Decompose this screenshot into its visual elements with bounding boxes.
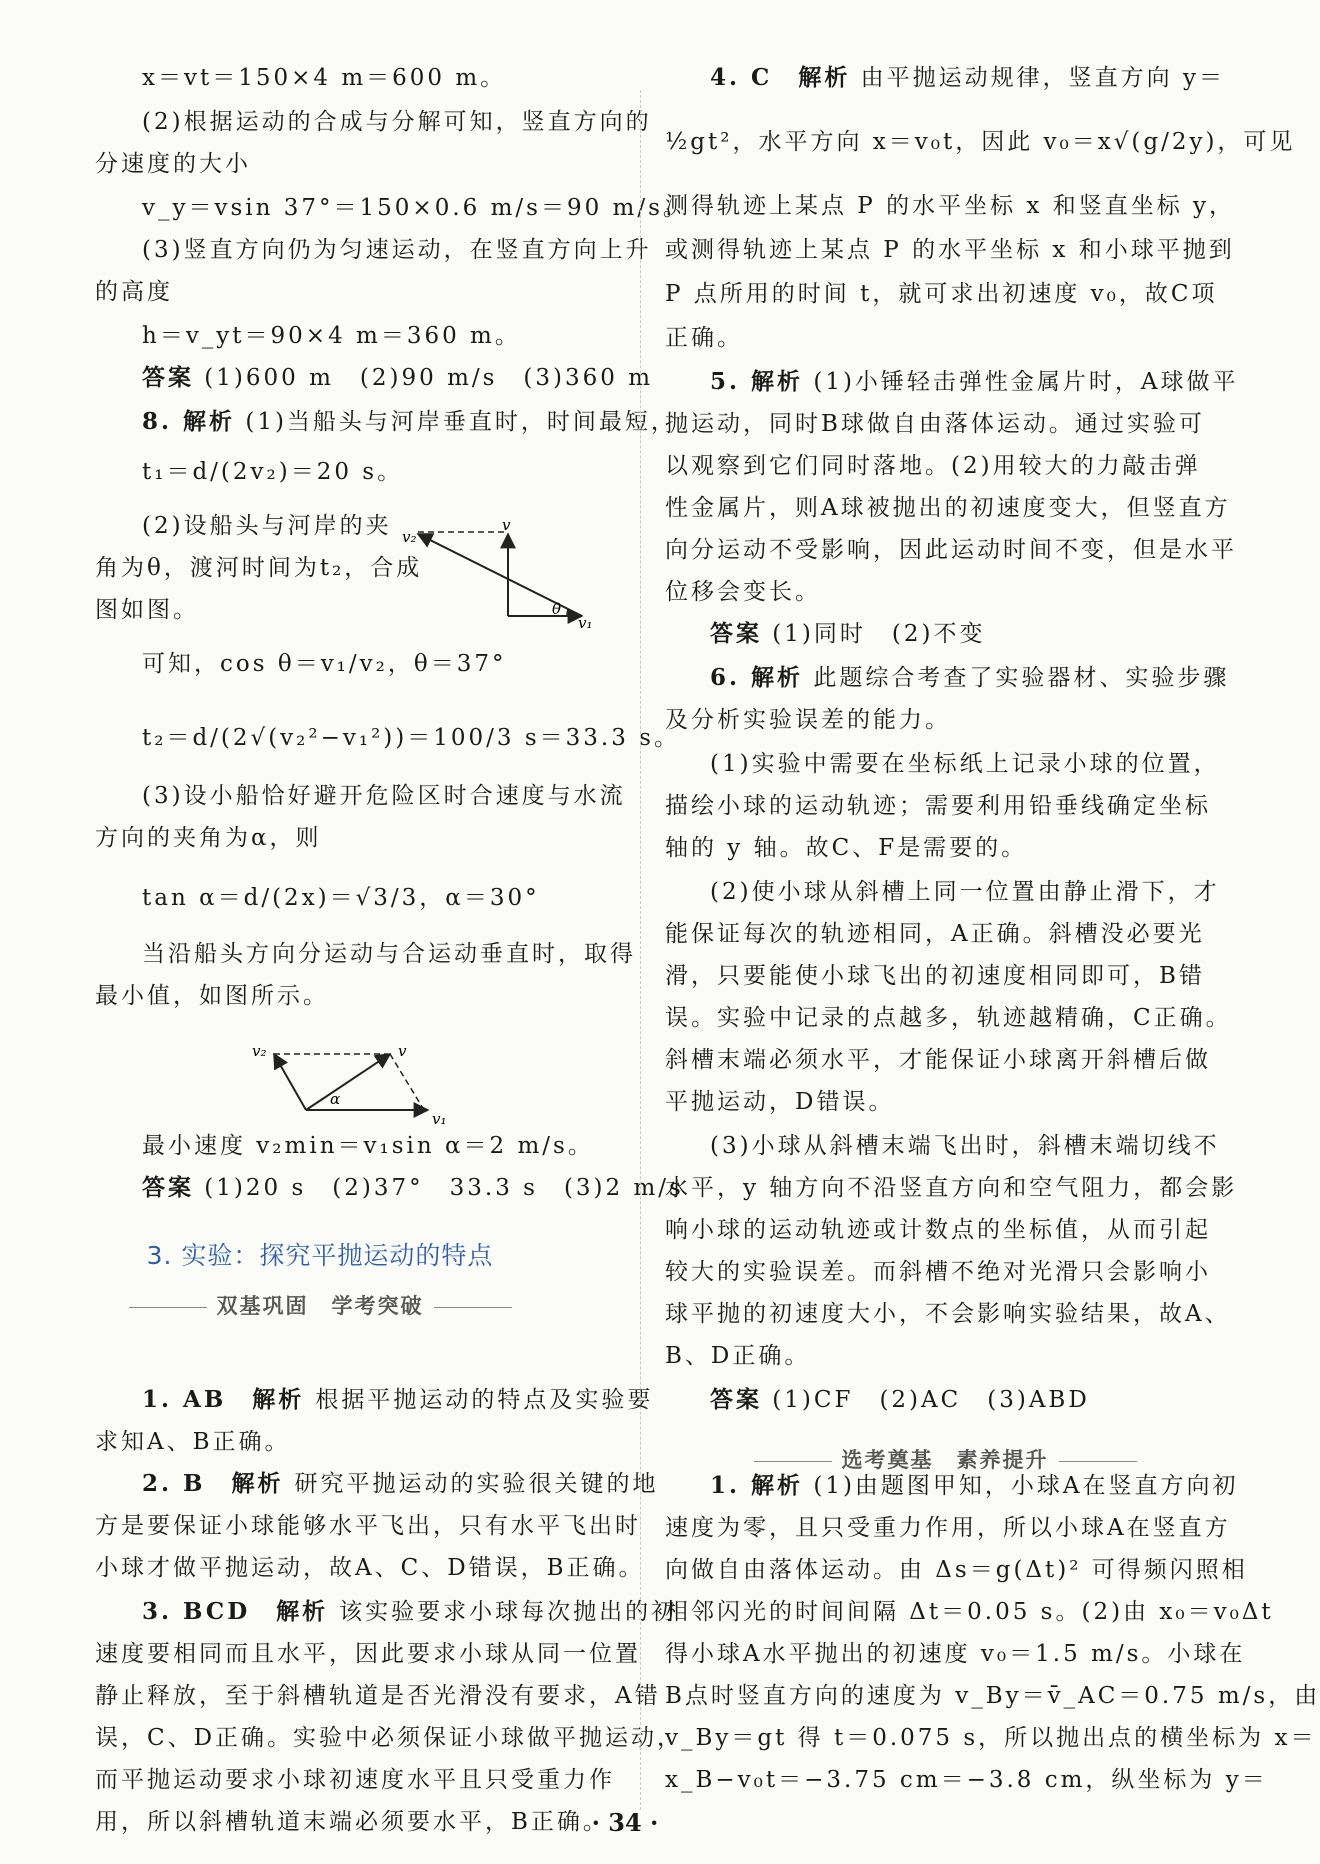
right-text-line: x_B−v₀t＝−3.75 cm＝−3.8 cm，纵坐标为 y＝ (665, 1767, 1268, 1793)
left-text-line: 当沿船头方向分运动与合运动垂直时，取得 (142, 941, 636, 967)
right-text-line: 测得轨迹上某点 P 的水平坐标 x 和竖直坐标 y， (665, 193, 1235, 219)
right-text-line: B、D正确。 (665, 1343, 811, 1369)
bold-lead: 6. 解析 (710, 664, 804, 691)
right-text-line (710, 662, 1229, 694)
left-text-line: 小球才做平抛运动，故A、C、D错误，B正确。 (95, 1555, 645, 1581)
left-text-line (142, 1172, 684, 1204)
right-text-line: 性金属片，则A球被抛出的初速度变大，但竖直方 (665, 495, 1231, 521)
theta-arc (567, 609, 568, 616)
column-divider (640, 90, 641, 1810)
right-text-line: (1)实验中需要在坐标纸上记录小球的位置， (710, 751, 1220, 777)
line-rest: (1)小锤轻击弹性金属片时，A球做平 (803, 369, 1239, 395)
bold-lead: 1. AB 解析 (142, 1386, 316, 1413)
left-text-line: 求知A、B正确。 (95, 1429, 291, 1455)
right-text-line: 描绘小球的运动轨迹；需要利用铅垂线确定坐标 (665, 793, 1211, 819)
left-text-line: (2)根据运动的合成与分解可知，竖直方向的 (142, 109, 652, 135)
bold-lead: 答案 (710, 620, 762, 647)
line-rest: (1)同时 (2)不变 (762, 621, 986, 647)
right-text-line: 或测得轨迹上某点 P 的水平坐标 x 和小球平抛到 (665, 237, 1235, 263)
right-text-line: 响小球的运动轨迹或计数点的坐标值，从而引起 (665, 1217, 1211, 1243)
right-text-line: 向做自由落体运动。由 Δs＝g(Δt)² 可得频闪照相 (665, 1557, 1248, 1583)
right-text-line: P 点所用的时间 t，就可求出初速度 v₀，故C项 (665, 281, 1218, 307)
right-text-line (710, 62, 1225, 94)
left-text-line: 误，C、D正确。实验中必须保证小球做平抛运动， (95, 1725, 684, 1751)
right-text-line: 球平抛的初速度大小，不会影响实验结果，故A、 (665, 1301, 1231, 1327)
label-v: v (502, 516, 511, 534)
left-text-line: (3)设小船恰好避开危险区时合速度与水流 (142, 783, 626, 809)
right-text-line: 速度为零，且只受重力作用，所以小球A在竖直方 (665, 1515, 1231, 1541)
line-rest: (1)600 m (2)90 m/s (3)360 m (194, 365, 654, 391)
left-text-line: t₂＝d/(2√(v₂²−v₁²))＝100/3 s＝33.3 s。 (142, 725, 680, 751)
line-rest: 研究平抛运动的实验很关键的地 (294, 1471, 659, 1497)
right-text-line (710, 366, 1239, 398)
bold-lead: 3. BCD 解析 (142, 1598, 340, 1625)
left-text-line: (2)设船头与河岸的夹 (142, 513, 392, 539)
bold-lead: 8. 解析 (142, 408, 236, 435)
right-text-line: 正确。 (665, 325, 743, 351)
left-text-line: 最小速度 v₂min＝v₁sin α＝2 m/s。 (142, 1133, 594, 1159)
right-text-line: 滑，只要能使小球飞出的初速度相同即可，B错 (665, 963, 1205, 989)
left-text-line: 可知，cos θ＝v₁/v₂，θ＝37° (142, 651, 507, 677)
v2-arrow-2 (274, 1054, 306, 1110)
right-text-line: 平抛运动，D错误。 (665, 1089, 895, 1115)
line-rest: (1)20 s (2)37° 33.3 s (3)2 m/s (194, 1175, 684, 1201)
right-text-line: 较大的实验误差。而斜槽不绝对光滑只会影响小 (665, 1259, 1211, 1285)
left-text-line: 静止释放，至于斜槽轨道是否光滑没有要求，A错 (95, 1683, 661, 1709)
label-v2: v₂ (402, 528, 417, 546)
bold-lead: 5. 解析 (710, 368, 804, 395)
right-text-line: 相邻闪光的时间间隔 Δt＝0.05 s。(2)由 x₀＝v₀Δt (665, 1599, 1274, 1625)
right-text-line (710, 618, 985, 650)
sub-heading-advanced (640, 1444, 1250, 1474)
right-text-line: ½gt²，水平方向 x＝v₀t，因此 v₀＝x√(g/2y)，可见 (665, 129, 1296, 155)
left-text-line: (3)竖直方向仍为匀速运动，在竖直方向上升 (142, 237, 652, 263)
left-text-line: 图如图。 (95, 597, 199, 623)
line-rest: (1)由题图甲知，小球A在竖直方向初 (803, 1473, 1239, 1499)
bold-lead: 答案 (710, 1386, 762, 1413)
bold-lead: 答案 (142, 364, 194, 391)
bold-lead: 2. B 解析 (142, 1470, 295, 1497)
left-text-line: 的高度 (95, 279, 173, 305)
right-text-line: 得小球A水平抛出的初速度 v₀＝1.5 m/s。小球在 (665, 1641, 1246, 1667)
label-v1-2: v₁ (432, 1110, 447, 1128)
velocity-diagram-1 (402, 516, 593, 632)
left-text-line: 方向的夹角为α，则 (95, 825, 322, 851)
left-text-line: v_y＝vsin 37°＝150×0.6 m/s＝90 m/s。 (142, 195, 689, 221)
line-rest: 根据平抛运动的特点及实验要 (315, 1387, 654, 1413)
right-text-line: 轴的 y 轴。故C、F是需要的。 (665, 835, 1028, 861)
label-v1: v₁ (578, 614, 593, 632)
label-alpha: α (330, 1090, 341, 1108)
line-rest: 该实验要求小球每次抛出的初 (339, 1599, 678, 1625)
line-rest: (1)CF (2)AC (3)ABD (762, 1387, 1090, 1413)
left-text-line: t₁＝d/(2v₂)＝20 s。 (142, 459, 404, 485)
right-text-line: v_By＝gt 得 t＝0.075 s，所以抛出点的横坐标为 x＝ (665, 1725, 1317, 1751)
right-text-line (710, 1384, 1090, 1416)
right-text-line: 位移会变长。 (665, 579, 821, 605)
right-text-line: 斜槽末端必须水平，才能保证小球离开斜槽后做 (665, 1047, 1211, 1073)
right-text-line: (2)使小球从斜槽上同一位置由静止滑下，才 (710, 879, 1220, 905)
sub-heading-basic-text: 双基巩固 学考突破 (216, 1294, 424, 1318)
right-text-line: (3)小球从斜槽末端飞出时，斜槽末端切线不 (710, 1133, 1220, 1159)
label-v-2: v (398, 1042, 407, 1060)
label-theta: θ (552, 600, 562, 618)
right-text-line: 误。实验中记录的点越多，轨迹越精确，C正确。 (665, 1005, 1232, 1031)
side-dashed-2 (390, 1054, 424, 1110)
left-text-line: 分速度的大小 (95, 151, 251, 177)
right-text-line (710, 1470, 1239, 1502)
bold-lead: 4. C 解析 (710, 64, 851, 91)
left-text-line: 速度要相同而且水平，因此要求小球从同一位置 (95, 1641, 641, 1667)
left-text-line: 方是要保证小球能够水平飞出，只有水平飞出时 (95, 1513, 641, 1539)
left-text-line: 用，所以斜槽轨道末端必须要水平，B正确。 (95, 1809, 609, 1835)
left-text-line: tan α＝d/(2x)＝√3/3，α＝30° (142, 885, 540, 911)
v-arrow-2 (306, 1054, 390, 1110)
right-text-line: B点时竖直方向的速度为 v_By＝v̄_AC＝0.75 m/s，由 (665, 1683, 1320, 1709)
left-text-line: 最小值，如图所示。 (95, 983, 329, 1009)
right-text-line: 抛运动，同时B球做自由落体运动。通过实验可 (665, 411, 1205, 437)
line-rest: 由平抛运动规律，竖直方向 y＝ (850, 65, 1225, 91)
left-text-line (142, 1384, 653, 1416)
section-title: 3. 实验：探究平抛运动的特点 (146, 1241, 494, 1270)
bold-lead: 答案 (142, 1174, 194, 1201)
left-text-line: h＝v_yt＝90×4 m＝360 m。 (142, 323, 521, 349)
right-text-line: 能保证每次的轨迹相同，A正确。斜槽没必要光 (665, 921, 1205, 947)
left-text-line (142, 1596, 677, 1628)
left-text-line (142, 1468, 658, 1500)
left-text-line: x＝vt＝150×4 m＝600 m。 (142, 65, 507, 91)
left-text-line: 角为θ，渡河时间为t₂，合成 (95, 555, 423, 581)
line-rest: (1)当船头与河岸垂直时，时间最短， (235, 409, 677, 435)
label-v2-2: v₂ (252, 1042, 267, 1060)
left-text-line (142, 362, 653, 394)
page-number: · 34 · (591, 1808, 659, 1837)
right-text-line: 以观察到它们同时落地。(2)用较大的力敲击弹 (665, 453, 1201, 479)
left-text-line: 而平抛运动要求小球初速度水平且只受重力作 (95, 1767, 615, 1793)
sub-heading-advanced-text: 选考奠基 素养提升 (841, 1448, 1049, 1472)
line-rest: 此题综合考查了实验器材、实验步骤 (803, 665, 1230, 691)
left-text-line (142, 406, 677, 438)
velocity-diagram-2 (250, 1038, 450, 1128)
right-text-line: 向分运动不受影响，因此运动时间不变，但是水平 (665, 537, 1237, 563)
sub-heading-basic (0, 1290, 640, 1320)
right-text-line: 水平，y 轴方向不沿竖直方向和空气阻力，都会影 (665, 1175, 1238, 1201)
right-text-line: 及分析实验误差的能力。 (665, 707, 951, 733)
bold-lead: 1. 解析 (710, 1472, 804, 1499)
